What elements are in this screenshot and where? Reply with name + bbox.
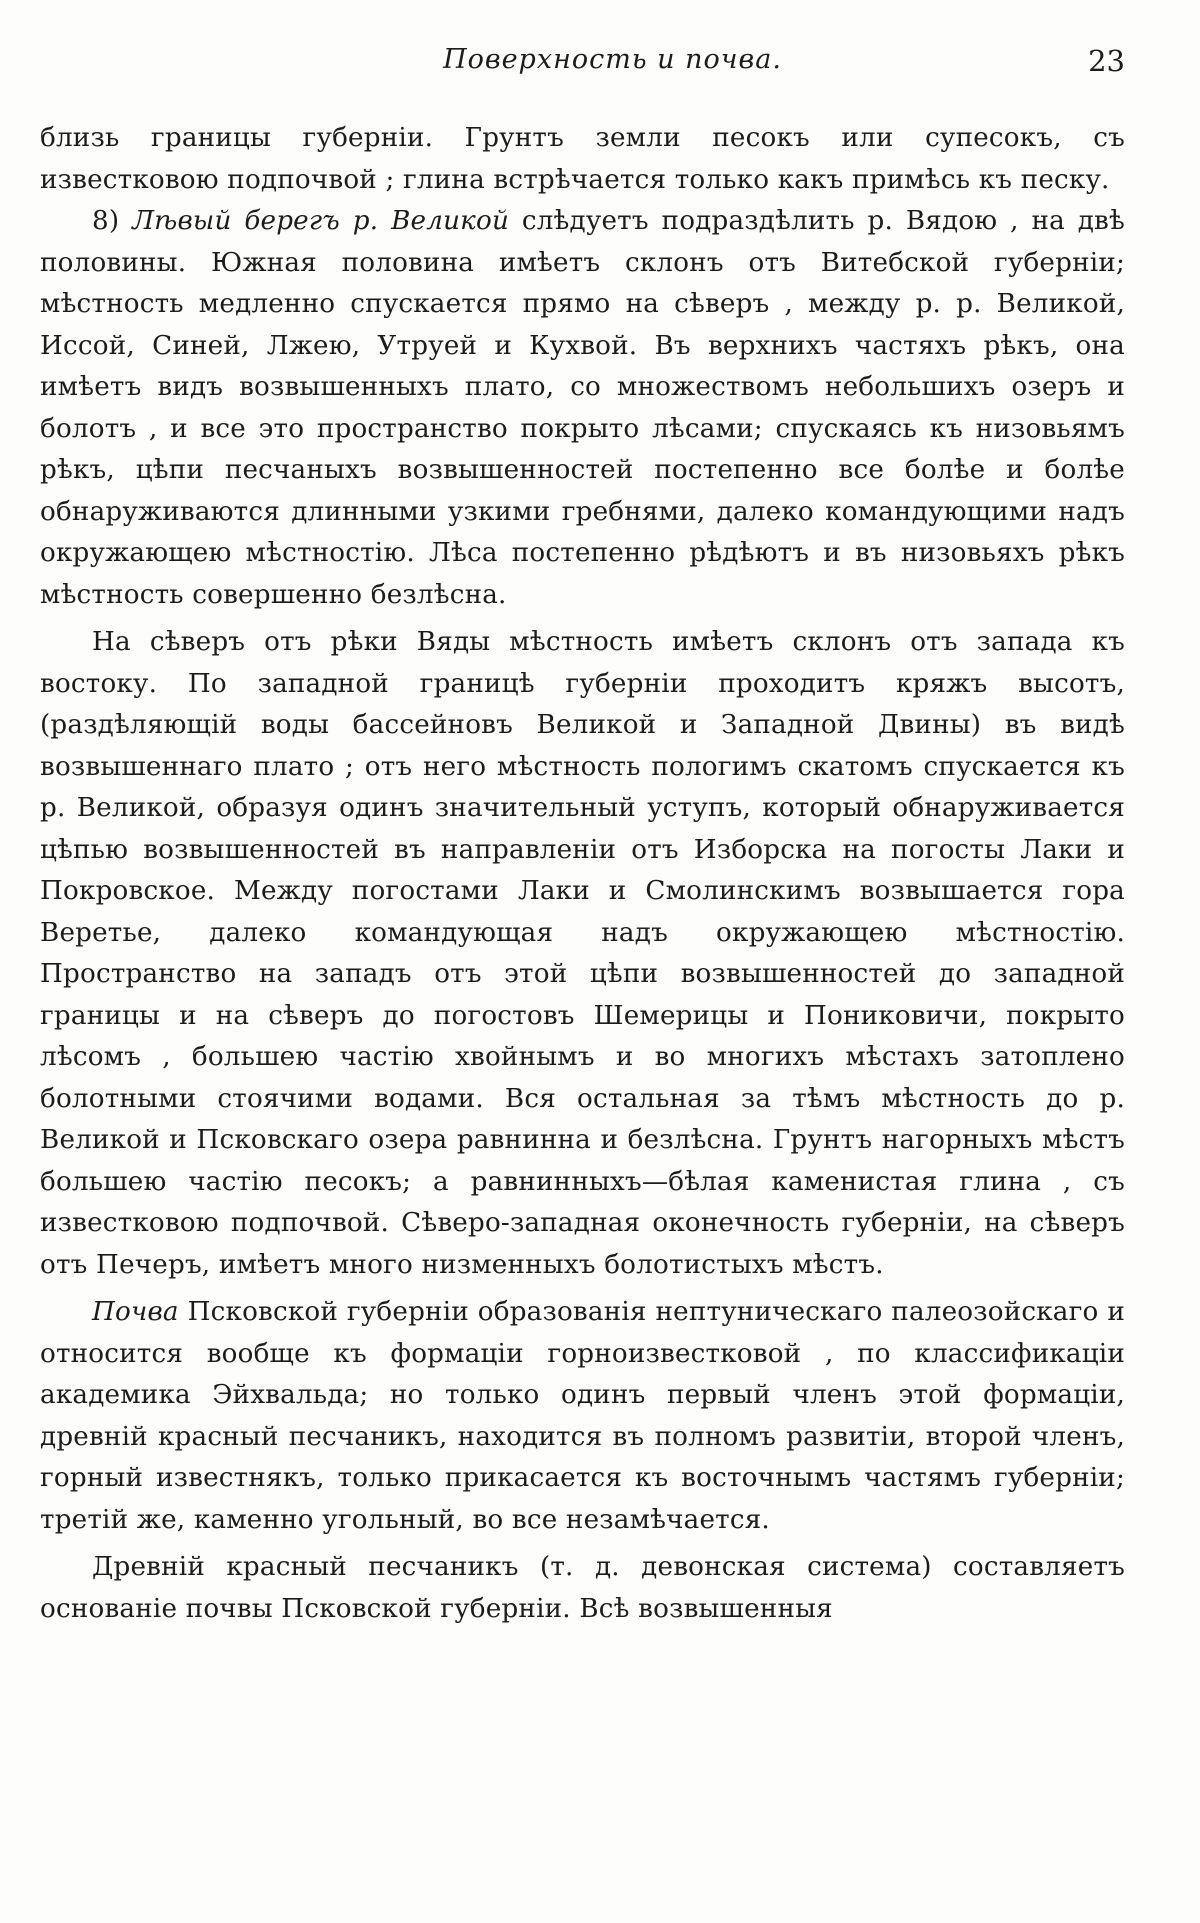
paragraph-5	[40, 1547, 1125, 1630]
paragraph-2	[40, 201, 1125, 616]
paragraph-text: Псковской губерніи образованія нептуническаго палеозойскаго и относится вообще къ формаціи горноизвестковой , по классификаціи академика Эйхвальда; но только одинъ первый членъ этой формаціи, древній красный песчаникъ, находится въ полномъ развитіи, второй членъ, горный известнякъ, только прикасается къ восточнымъ частямъ губерніи; третій же, каменно угольный, во все незамѣчается.	[40, 1297, 1125, 1535]
paragraph-text: слѣдуетъ подраздѣлить р. Вядою , на двѣ половины. Южная половина имѣетъ склонъ отъ Витебской губерніи; мѣстность медленно спускается прямо на сѣверъ , между р. р. Великой, Иссой, Синей, Лжею, Утруей и Кухвой. Въ верхнихъ частяхъ рѣкъ, она имѣетъ видъ возвышенныхъ плато, со множествомъ небольшихъ озеръ и болотъ , и все это пространство покрыто лѣсами; спускаясь къ низовьямъ рѣкъ, цѣпи песчаныхъ возвышенностей постепенно все болѣе и болѣе обнаруживаются длинными узкими гребнями, далеко командующими надъ окружающею мѣстностію. Лѣса постепенно рѣдѣютъ и въ низовьяхъ рѣкъ мѣстность совершенно безлѣсна.	[40, 206, 1125, 610]
page-number: 23	[1088, 44, 1125, 78]
section-lead: Лѣвый берегъ р. Великой	[132, 206, 510, 236]
paragraph-1	[40, 118, 1125, 201]
running-head: Поверхность и почва.	[443, 44, 782, 75]
page-body	[40, 118, 1125, 1630]
paragraph-text: На сѣверъ отъ рѣки Вяды мѣстность имѣетъ склонъ отъ запада къ востоку. По западной границѣ губерніи проходитъ кряжъ высотъ, (раздѣляющій воды бассейновъ Великой и Западной Двины) въ видѣ возвышеннаго плато ; отъ него мѣстность пологимъ скатомъ спускается къ р. Великой, образуя одинъ значительный уступъ, который обнаруживается цѣпью возвышенностей въ направленіи отъ Изборска на погосты Лаки и Покровское. Между погостами Лаки и Смолинскимъ возвышается гора Веретье, далеко командующая надъ окружающею мѣстностію. Пространство на западъ отъ этой цѣпи возвышенностей до западной границы и на сѣверъ до погостовъ Шемерицы и Пониковичи, покрыто лѣсомъ , большею частію хвойнымъ и во многихъ мѣстахъ затоплено болотными стоячими водами. Вся остальная за тѣмъ мѣстность до р. Великой и Псковскаго озера равнинна и безлѣсна. Грунтъ нагорныхъ мѣстъ большею частію песокъ; а равнинныхъ—бѣлая каменистая глина , съ известковою подпочвой. Сѣверо-западная оконечность губерніи, на сѣверъ отъ Печеръ, имѣетъ много низменныхъ болотистыхъ мѣстъ.	[40, 627, 1125, 1280]
paragraph-text: близь границы губерніи. Грунтъ земли песокъ или супесокъ, съ известковою подпочвой ; глина встрѣчается только какъ примѣсь къ песку.	[40, 123, 1125, 195]
page-header	[40, 44, 1125, 94]
paragraph-4	[40, 1292, 1125, 1541]
paragraph-3	[40, 622, 1125, 1286]
paragraph-text: Древній красный песчаникъ (т. д. девонская система) составляетъ основаніе почвы Псковской губерніи. Всѣ возвышенныя	[40, 1552, 1125, 1624]
section-lead: Почва	[92, 1297, 179, 1327]
section-number: 8)	[92, 206, 120, 236]
